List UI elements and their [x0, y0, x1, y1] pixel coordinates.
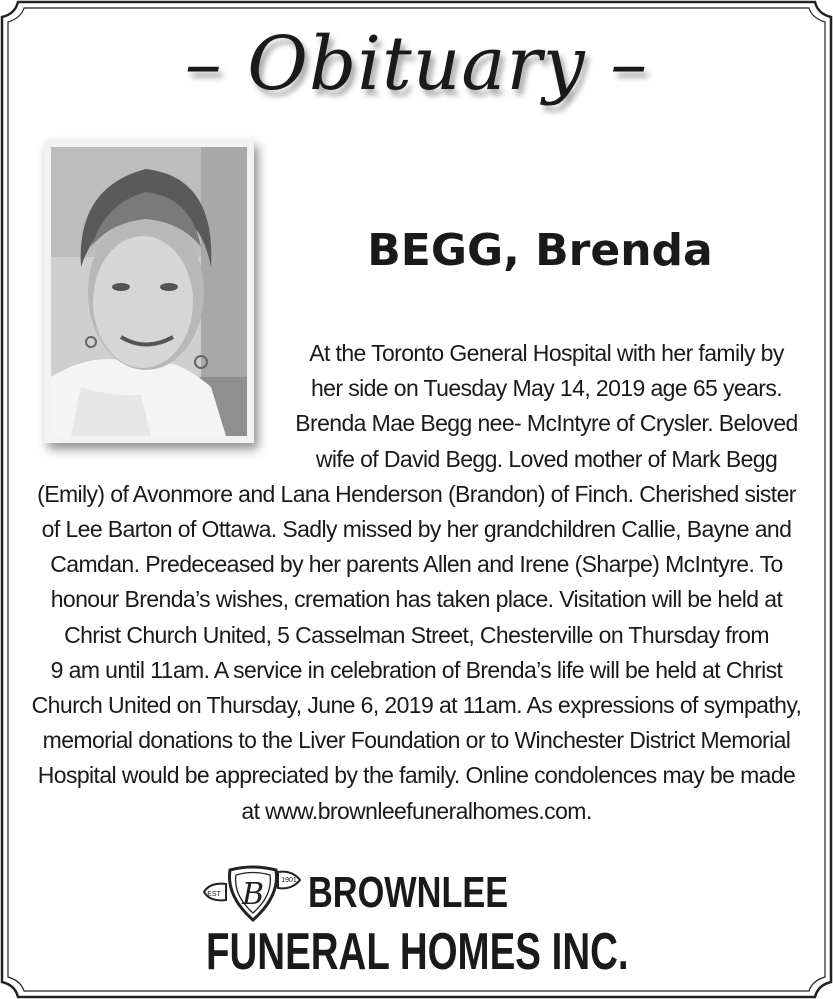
body-line: her side on Tuesday May 14, 2019 age 65 years. [310, 375, 783, 402]
body-line: Brenda Mae Begg nee- McIntyre of Crysler. Beloved [295, 410, 798, 437]
body-line: wife of David Begg. Loved mother of Mark Begg [315, 445, 778, 472]
obituary-body [14, 336, 819, 829]
body-line: memorial donations to the Liver Foundation or to Winchester District Memorial [42, 727, 791, 754]
svg-text:B: B [241, 877, 265, 912]
body-line: Camdan. Predeceased by her parents Allen and Irene (Sharpe) McIntyre. To [50, 551, 783, 578]
body-line: at www.brownleefuneralhomes.com. [241, 797, 592, 824]
deceased-name: BEGG, Brenda [367, 225, 713, 276]
svg-text:1901: 1901 [281, 877, 297, 884]
body-line: At the Toronto General Hospital with her family by [309, 340, 784, 366]
svg-text:EST: EST [207, 891, 221, 898]
crest-icon [200, 862, 304, 924]
obituary-heading: – Obituary – [184, 21, 649, 107]
body-line: of Lee Barton of Ottawa. Sadly missed by her grandchildren Callie, Bayne and [41, 516, 792, 543]
body-line: Christ Church United, 5 Casselman Street, Chesterville on Thursday from [64, 621, 769, 648]
brand-name: BROWNLEE [308, 868, 509, 917]
body-line: Hospital would be appreciated by the family. Online condolences may be made [37, 762, 796, 789]
funeral-home-logo [200, 862, 640, 982]
body-line: Church United on Thursday, June 6, 2019 at 11am. As expressions of sympathy, [31, 692, 802, 719]
brand-subtitle: FUNERAL HOMES INC. [206, 923, 629, 981]
body-line: 9 am until 11am. A service in celebration of Brenda’s life will be held at Christ [50, 656, 783, 683]
body-line: (Emily) of Avonmore and Lana Henderson (Brandon) of Finch. Cherished sister [37, 480, 796, 507]
body-line: honour Brenda’s wishes, cremation has taken place. Visitation will be held at [50, 586, 783, 613]
